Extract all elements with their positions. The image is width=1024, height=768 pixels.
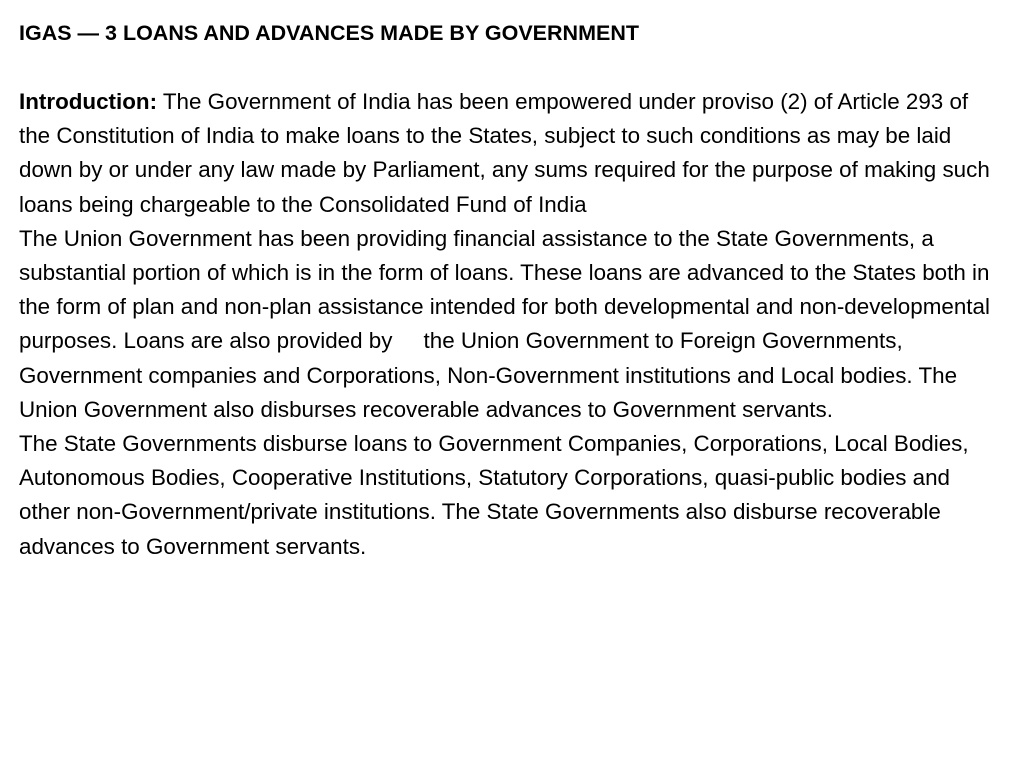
intro-label: Introduction: — [19, 89, 158, 114]
intro-text: The Government of India has been empowered under proviso (2) of Article 293 of the Constitution of India to make loans to the States, subject to such conditions as may be laid down by or under any law made by Parliament, any sums required for the purpose of making such loans being chargeable to the Consolidated Fund of India — [19, 89, 990, 217]
state-paragraph: The State Governments disburse loans to Government Companies, Corporations, Local Bodies, Autonomous Bodies, Cooperative Institutions, Statutory Corporations, quasi-public bodies and other non-Government/private institutions. The State Governments also disburse recoverable advances to Government servants. — [19, 431, 969, 559]
body-text — [19, 85, 1004, 564]
union-paragraph: The Union Government has been providing financial assistance to the State Governments, a substantial portion of which is in the form of loans. These loans are advanced to the States both in the form of plan and non-plan assistance intended for both developmental and non-developmental purposes. Loans are also provided by the Union Government to Foreign Governments, Government companies and Corporations, Non-Government institutions and Local bodies. The Union Government also disburses recoverable advances to Government servants. — [19, 225, 990, 422]
page-title: IGAS — 3 LOANS AND ADVANCES MADE BY GOVERNMENT — [19, 21, 639, 45]
intro-paragraph — [19, 85, 1004, 222]
